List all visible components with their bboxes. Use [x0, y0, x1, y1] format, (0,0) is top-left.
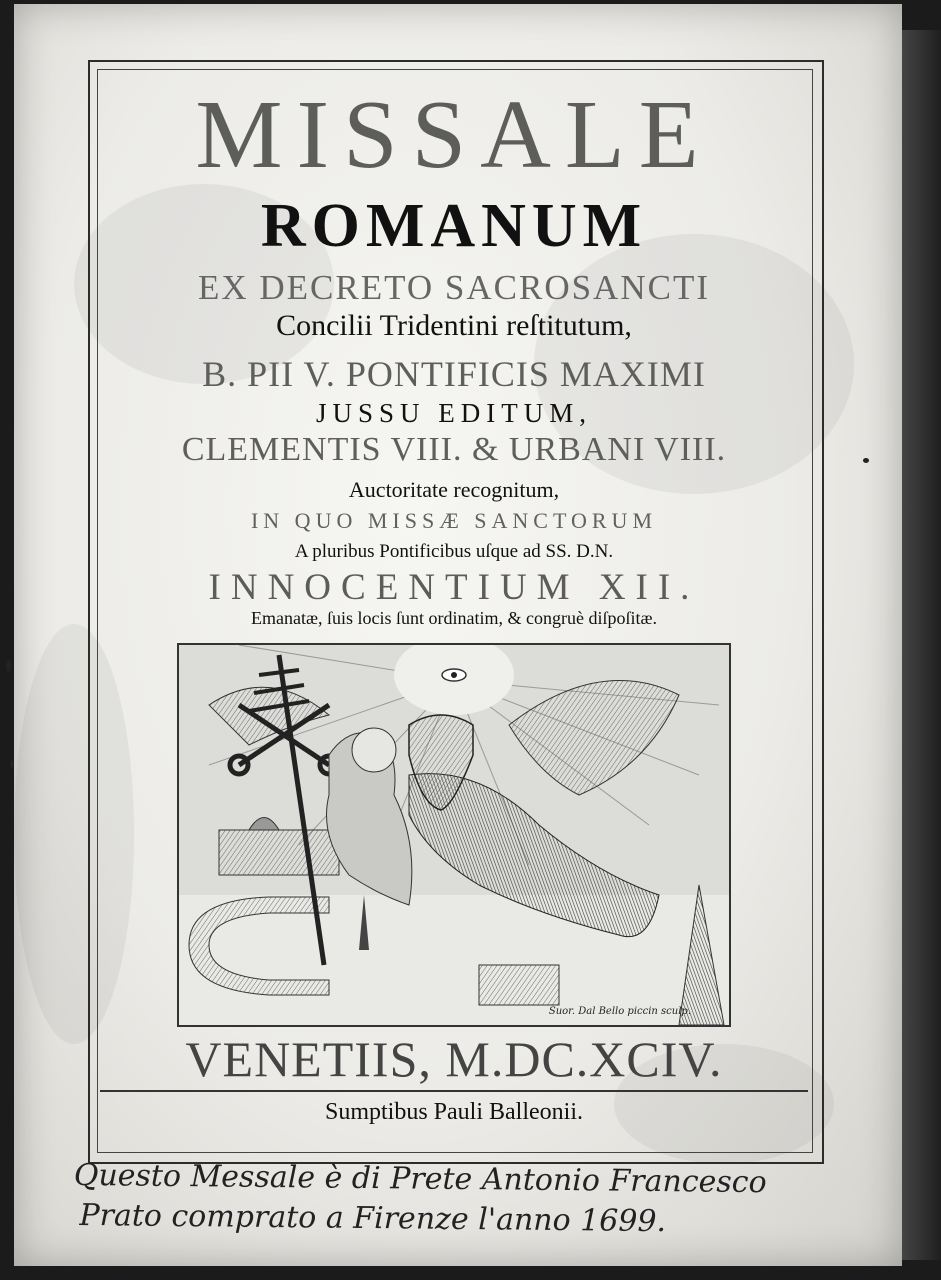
engraving-illustration	[179, 645, 729, 1025]
ink-spot	[863, 458, 869, 463]
basilica	[219, 830, 339, 875]
title-missae-sanctorum: IN QUO MISSÆ SANCTORUM	[250, 508, 658, 533]
title-clement-urban: CLEMENTIS VIII. & URBANI VIII.	[181, 431, 727, 468]
title-decree: EX DECRETO SACROSANCTI	[197, 268, 710, 307]
imprint-rule	[100, 1090, 808, 1092]
title-emanatae: Emanatæ, ſuis locis ſunt ordinatim, & congruè diſpoſitæ.	[251, 608, 657, 628]
engraver-signature: Suor. Dal Bello piccin sculp.	[548, 1006, 691, 1017]
title-jussu: JUSSU EDITUM,	[315, 398, 593, 428]
ink-spot	[6, 660, 11, 672]
ink-spot	[10, 760, 14, 768]
eye-pupil	[451, 672, 457, 678]
inscription-line-1: Questo Messale è di Prete Antonio Francesco	[73, 1157, 767, 1201]
title-missale: MISSALE	[195, 81, 713, 189]
title-romanum: ROMANUM	[260, 192, 648, 260]
title-pius: B. PII V. PONTIFICIS MAXIMI	[202, 354, 706, 394]
angel-head	[352, 728, 396, 772]
title-innocentium: INNOCENTIUM XII.	[208, 567, 700, 608]
title-auctoritate: Auctoritate recognitum,	[348, 477, 560, 502]
title-text	[100, 0, 808, 1280]
inscription-line-2: Prato comprato a Firenze l'anno 1699.	[79, 1197, 667, 1240]
frontispiece-engraving	[177, 643, 731, 1027]
title-pontificibus: A pluribus Pontificibus uſque ad SS. D.N.	[294, 541, 614, 562]
publisher-line: Sumptibus Pauli Balleonii.	[324, 1099, 583, 1125]
title-council: Concilii Tridentini reſtitutum,	[276, 309, 632, 342]
imprint-line: VENETIIS, M.DC.XCIV.	[185, 1031, 723, 1087]
colonnade-right	[479, 965, 559, 1005]
